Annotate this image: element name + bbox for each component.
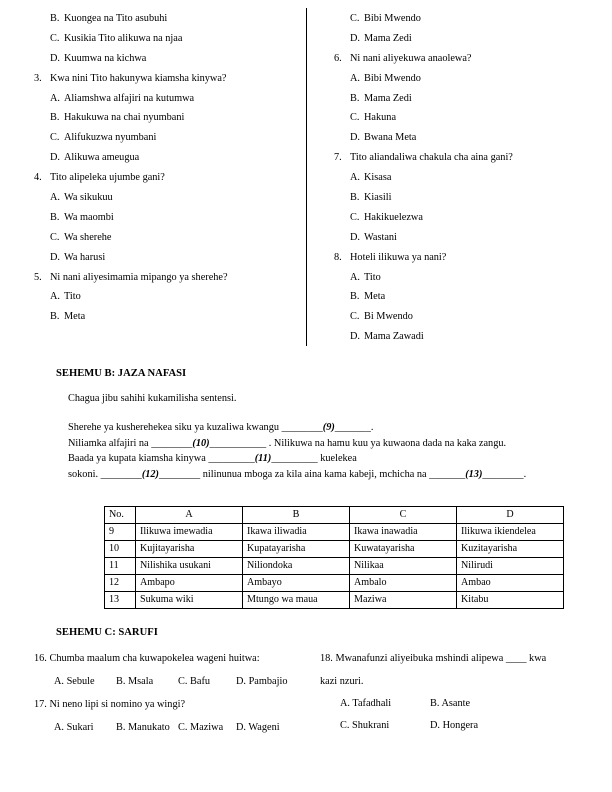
question-18: 18. Mwanafunzi aliyeibuka mshindi alipewa ____ kwa xyxy=(320,653,547,665)
cloze-line-2: Niliamka alfajiri na ________(10)___________ . Nilikuwa na hamu kuu ya kuwaona dada na kaka zangu. xyxy=(68,437,507,449)
col-header-d: D xyxy=(457,507,564,524)
question-4: 4. Tito alipeleka ujumbe gani? xyxy=(34,172,165,184)
cloze-line-4: sokoni. ________(12)________ nilinunua mboga za kila aina kama kabeji, mchicha na _______(13)________. xyxy=(68,468,527,480)
list-item: C. Alifukuzwa nyumbani xyxy=(50,132,157,144)
table-row: 11 Nilishika usukani Niliondoka Nilikaa Nilirudi xyxy=(105,558,564,575)
cloze-line-1: Sherehe ya kusherehekea siku ya kuzaliwa kwangu ________(9)_______. xyxy=(68,422,374,434)
list-item: D. Alikuwa ameugua xyxy=(50,152,140,164)
col-header-b: B xyxy=(243,507,350,524)
section-c-left-column xyxy=(34,652,306,744)
list-item: B. Asante xyxy=(430,698,471,710)
list-item: A. Kisasa xyxy=(350,172,392,184)
question-7: 7. Tito aliandaliwa chakula cha aina gani? xyxy=(334,152,513,164)
list-item: A. Tito xyxy=(50,291,81,303)
mcq-columns xyxy=(34,14,578,352)
question-18-options-row-2 xyxy=(320,720,578,731)
section-c-heading: SEHEMU C: SARUFI xyxy=(56,627,158,639)
table-row: 13 Sukuma wiki Mtungo wa maua Maziwa Kitabu xyxy=(105,592,564,609)
list-item: B. Kiasili xyxy=(350,192,392,204)
section-b-instruction: Chagua jibu sahihi kukamilisha sentensi. xyxy=(68,393,237,405)
list-item: B. Hakukuwa na chai nyumbani xyxy=(50,112,185,124)
list-item: C. Hakuna xyxy=(350,112,397,124)
table-row: 12 Ambapo Ambayo Ambalo Ambao xyxy=(105,575,564,592)
question-3: 3. Kwa nini Tito hakunywa kiamsha kinywa? xyxy=(34,72,227,84)
list-item: B. Mama Zedi xyxy=(350,92,412,104)
cloze-line-3: Baada ya kupata kiamsha kinywa _________(11)_________ kuelekea xyxy=(68,453,357,465)
list-item: D. Mama Zawadi xyxy=(350,331,424,343)
list-item: C. Bafu xyxy=(178,676,211,688)
mcq-right-column xyxy=(306,14,578,352)
list-item: A. Wa sikukuu xyxy=(50,192,113,204)
list-item: D. Wageni xyxy=(236,722,280,734)
list-item: C. Hakikuelezwa xyxy=(350,211,423,223)
question-16: 16. Chumba maalum cha kuwapokelea wageni huitwa: xyxy=(34,653,260,665)
list-item: A. Tito xyxy=(350,271,381,283)
question-8: 8. Hoteli ilikuwa ya nani? xyxy=(334,251,447,263)
cloze-paragraph xyxy=(68,420,588,482)
question-18-options-row-1 xyxy=(320,698,578,709)
list-item: B. Kuongea na Tito asubuhi xyxy=(50,13,168,24)
list-item: B. Manukato xyxy=(116,722,170,734)
mcq-left-column xyxy=(34,14,306,352)
list-item: D. Mama Zedi xyxy=(350,32,412,44)
list-item: A. Tafadhali xyxy=(340,698,392,710)
list-item: A. Bibi Mwendo xyxy=(350,72,421,84)
list-item: B. Msala xyxy=(116,676,154,688)
list-item: D. Wa harusi xyxy=(50,251,106,263)
table-row: 10 Kujitayarisha Kupatayarisha Kuwatayarisha Kuzitayarisha xyxy=(105,541,564,558)
list-item: D. Kuumwa na kichwa xyxy=(50,52,147,64)
list-item: C. Bi Mwendo xyxy=(350,311,413,323)
list-item: D. Bwana Meta xyxy=(350,132,417,144)
section-c-right-column xyxy=(306,652,578,744)
question-17-options xyxy=(34,722,300,733)
answer-options-table xyxy=(104,506,564,609)
section-c xyxy=(34,627,578,744)
list-item: A. Aliamshwa alfajiri na kutumwa xyxy=(50,92,195,104)
list-item: A. Sukari xyxy=(54,722,94,734)
question-17: 17. Ni neno lipi si nomino ya wingi? xyxy=(34,699,186,711)
section-c-columns xyxy=(34,652,578,744)
question-5: 5. Ni nani aliyesimamia mipango ya sherehe? xyxy=(34,271,228,283)
list-item: A. Sebule xyxy=(54,676,95,688)
list-item: D. Hongera xyxy=(430,720,479,732)
list-item: B. Wa maombi xyxy=(50,211,114,223)
question-16-options xyxy=(34,676,300,687)
table-header-row xyxy=(105,507,564,524)
list-item: B. Meta xyxy=(350,291,386,303)
list-item: C. Shukrani xyxy=(340,720,390,732)
list-item: D. Pambajio xyxy=(236,676,288,688)
section-b-heading: SEHEMU B: JAZA NAFASI xyxy=(56,368,187,380)
col-header-c: C xyxy=(350,507,457,524)
answer-options-table-wrapper xyxy=(104,506,578,609)
list-item: C. Bibi Mwendo xyxy=(350,13,421,24)
question-6: 6. Ni nani aliyekuwa anaolewa? xyxy=(334,52,472,64)
table-row: 9 Ilikuwa imewadia Ikawa iliwadia Ikawa inawadia Ilikuwa ikiendelea xyxy=(105,524,564,541)
list-item: C. Wa sherehe xyxy=(50,231,112,243)
col-header-a: A xyxy=(136,507,243,524)
list-item: B. Meta xyxy=(50,311,86,323)
column-divider xyxy=(306,8,307,346)
col-header-no: No. xyxy=(105,507,136,524)
list-item: D. Wastani xyxy=(350,231,397,243)
question-18-continuation: kazi nzuri. xyxy=(320,676,364,688)
list-item: C. Maziwa xyxy=(178,722,224,734)
list-item: C. Kusikia Tito alikuwa na njaa xyxy=(50,32,183,44)
